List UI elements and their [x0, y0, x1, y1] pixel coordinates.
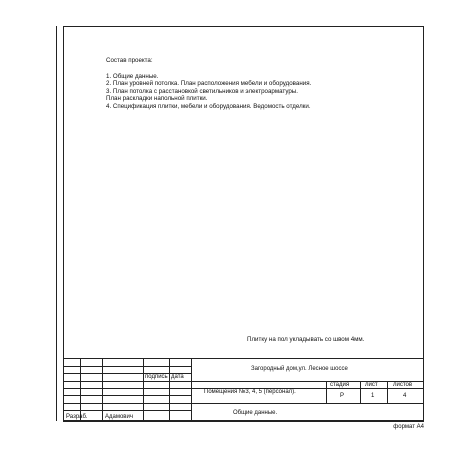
razrab-name: Адамович	[105, 414, 133, 420]
contents-item: 3. План потолка с расстановкой светильников и электроарматуры.	[106, 87, 298, 95]
stamp-line	[102, 359, 103, 422]
format-label: формат А4	[393, 424, 424, 430]
stamp-line	[143, 359, 144, 422]
stadia-value: Р	[340, 393, 345, 399]
stamp-line	[423, 359, 424, 422]
listov-value: 4	[403, 393, 407, 399]
stamp-line	[169, 359, 170, 422]
stamp-line	[63, 359, 64, 422]
stamp-line	[80, 359, 81, 422]
contents-item: 4. Спецификация плитки, мебели и оборудования. Ведомость отделки.	[106, 102, 311, 110]
stamp-line	[63, 388, 191, 389]
list-value: 1	[371, 393, 375, 399]
project-contents	[106, 57, 311, 111]
stamp-line	[326, 381, 327, 403]
stadia-label: стадия	[330, 382, 350, 388]
tile-note: Плитку на пол укладывать со швом 4мм.	[247, 336, 365, 343]
sheet-title: Общие данные.	[233, 410, 278, 416]
object-title: Загородный дом,ул. Лесное шоссе	[251, 366, 348, 372]
stamp-line	[387, 381, 388, 403]
contents-item: 2. План уровней потолка. План расположения мебели и оборудования.	[106, 80, 312, 88]
rooms-title: Помещения №3, 4, 5 (персонал).	[204, 389, 296, 395]
binding-margin-line	[56, 26, 57, 421]
title-block	[63, 358, 424, 422]
contents-item: 1. Общие данные.	[106, 72, 159, 80]
contents-item: План раскладки напольной плитки.	[106, 95, 208, 103]
razrab-label: Разраб.	[66, 414, 88, 420]
stamp-line	[63, 395, 191, 396]
stamp-line	[63, 410, 191, 411]
contents-title: Состав проекта:	[106, 57, 153, 64]
stamp-line	[63, 421, 424, 422]
stamp-line	[191, 359, 192, 422]
data-label: дата	[171, 374, 184, 380]
stamp-line	[360, 381, 361, 403]
list-label: лист	[365, 382, 378, 388]
stamp-line	[63, 366, 191, 367]
podpis-label: подпись	[145, 374, 168, 380]
stamp-line	[63, 403, 424, 404]
listov-label: листов	[393, 382, 413, 388]
